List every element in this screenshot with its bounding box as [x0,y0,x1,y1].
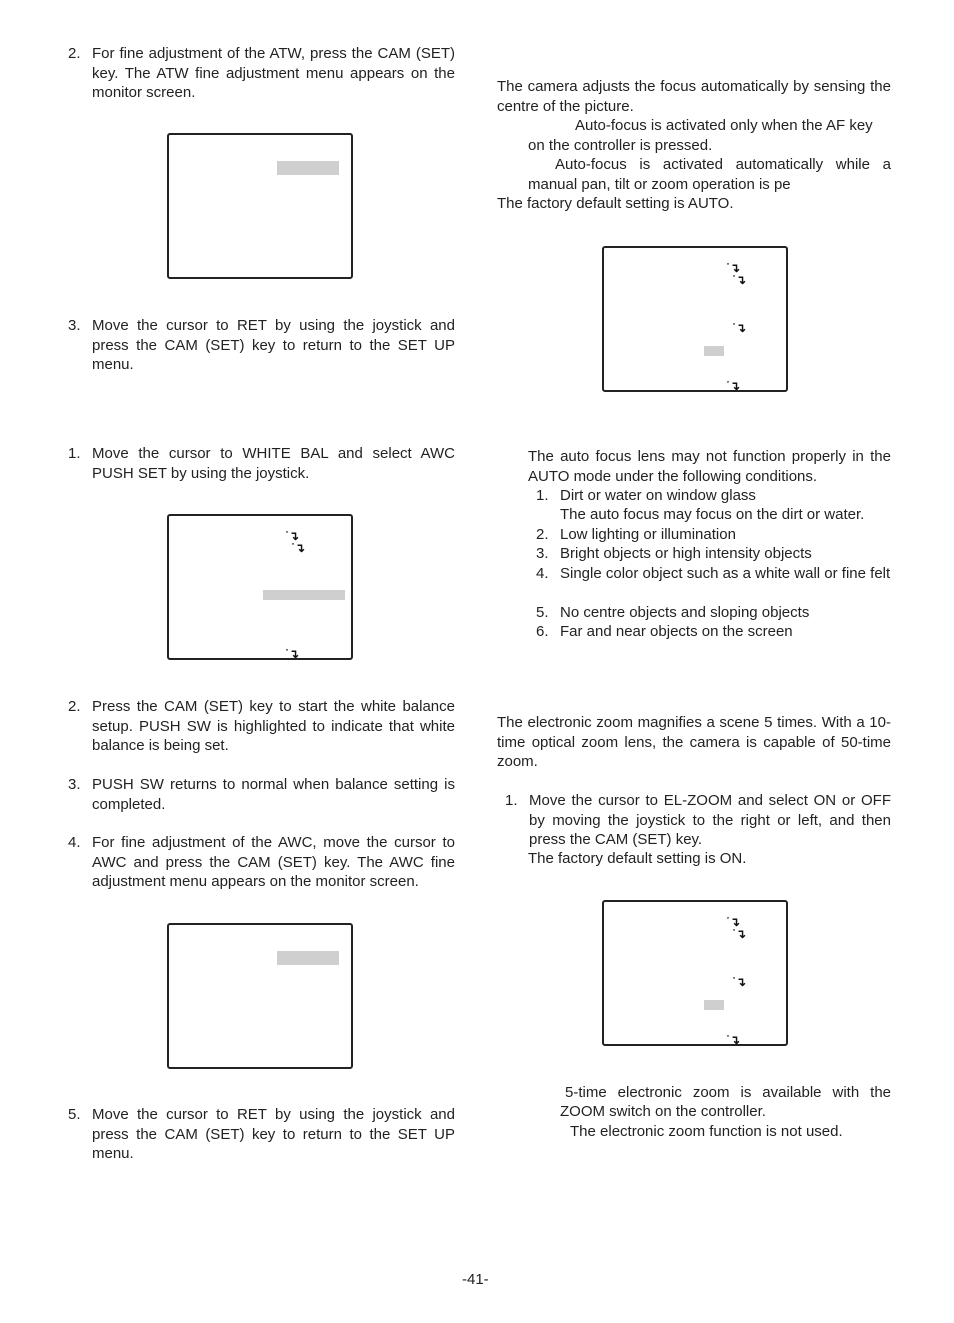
ez-on-line-1: 5-time electronic zoom is available with the [565,1084,891,1101]
ez-off: The electronic zoom function is not used. [570,1123,843,1140]
el-zoom-menu-screen [602,900,788,1046]
condition-number: 6. [536,623,549,640]
awc-fine-menu-screen [167,923,353,1069]
step-number: 3. [68,317,81,334]
awc-push-set-menu-screen [167,514,353,660]
step-number: 1. [505,792,518,809]
awc-step-4 [68,833,455,892]
submenu-arrow-icon: ˙↴ [732,273,747,287]
condition-number [536,505,560,525]
step-text: PUSH SW returns to normal when balance setting is completed. [92,776,455,813]
condition-item [536,622,891,642]
step-number: 4. [68,834,81,851]
condition-number: 1. [536,487,549,504]
awc-step-1 [68,444,455,483]
step-text: Move the cursor to EL-ZOOM and select ON or OFF by moving the joystick to the right or left, and then press the CAM (SET) key. [529,792,891,848]
submenu-arrow-icon: ˙↴ [726,1033,741,1047]
condition-text: The auto focus may focus on the dirt or water. [560,506,865,523]
ez-default: The factory default setting is ON. [528,850,747,867]
step-text: Move the cursor to RET by using the joystick and press the CAM (SET) key to return to the SET UP menu. [92,317,455,373]
af-auto-line-1: Auto-focus is activated automatically while a [555,156,891,173]
submenu-arrow-icon: ˙↴ [732,321,747,335]
ez-step-1 [505,791,891,850]
step-text: Move the cursor to WHITE BAL and select AWC PUSH SET by using the joystick. [92,445,455,482]
step-text: For fine adjustment of the AWC, move the cursor to AWC and press the CAM (SET) key. The AWC fine adjustment menu appears on the monitor screen. [92,834,455,890]
condition-item [536,603,891,623]
condition-item [536,486,891,506]
menu-highlight [263,590,345,600]
condition-text: Dirt or water on window glass [560,487,756,504]
condition-text: Single color object such as a white wall or fine felt [560,565,891,582]
awc-step-3 [68,775,455,814]
submenu-arrow-icon: ˙↴ [726,261,741,275]
condition-text: Bright objects or high intensity objects [560,545,812,562]
awc-step-5 [68,1105,455,1164]
submenu-arrow-icon: ˙↴ [726,379,741,393]
menu-highlight [704,346,724,356]
step-text: Press the CAM (SET) key to start the white balance setup. PUSH SW is highlighted to indicate that white balance is being set. [92,698,455,754]
condition-number: 5. [536,604,549,621]
step-text: For fine adjustment of the ATW, press the CAM (SET) key. The ATW fine adjustment menu appears on the monitor screen. [92,45,455,101]
af-default: The factory default setting is AUTO. [497,195,734,212]
af-note-intro: The auto focus lens may not function properly in the AUTO mode under the following conditions. [528,448,891,485]
step-number: 2. [68,45,81,62]
step-number: 1. [68,445,81,462]
menu-highlight [277,161,339,175]
ez-intro: The electronic zoom magnifies a scene 5 times. With a 10-time optical zoom lens, the camera is capable of 50-time zoom. [497,714,891,770]
condition-item [536,525,891,545]
submenu-arrow-icon: ˙↴ [285,647,300,661]
condition-item [536,544,891,564]
condition-number: 2. [536,526,549,543]
condition-text: Low lighting or illumination [560,526,736,543]
submenu-arrow-icon: ˙↴ [291,541,306,555]
submenu-arrow-icon: ˙↴ [285,529,300,543]
atw-step-2 [68,44,455,103]
condition-number: 4. [536,565,549,582]
atw-fine-menu-screen [167,133,353,279]
step-number: 2. [68,698,81,715]
condition-item [536,505,891,525]
submenu-arrow-icon: ˙↴ [726,915,741,929]
submenu-arrow-icon: ˙↴ [732,975,747,989]
af-intro: The camera adjusts the focus automatically by sensing the centre of the picture. [497,78,891,115]
af-manual-line-2: on the controller is pressed. [528,137,713,154]
af-manual-line-1: Auto-focus is activated only when the AF key [575,117,873,134]
condition-number: 3. [536,545,549,562]
condition-text: No centre objects and sloping objects [560,604,810,621]
submenu-arrow-icon: ˙↴ [732,927,747,941]
awc-step-2 [68,697,455,756]
af-auto-line-2: manual pan, tilt or zoom operation is pe [528,176,791,193]
auto-focus-menu-screen [602,246,788,392]
step-number: 3. [68,776,81,793]
atw-step-3 [68,316,455,375]
step-number: 5. [68,1106,81,1123]
menu-highlight [704,1000,724,1010]
ez-on-line-2: ZOOM switch on the controller. [560,1103,766,1120]
step-text: Move the cursor to RET by using the joystick and press the CAM (SET) key to return to the SET UP menu. [92,1106,455,1162]
condition-item [536,564,891,584]
condition-text: Far and near objects on the screen [560,623,793,640]
menu-highlight [277,951,339,965]
page-number: -41- [462,1271,489,1288]
